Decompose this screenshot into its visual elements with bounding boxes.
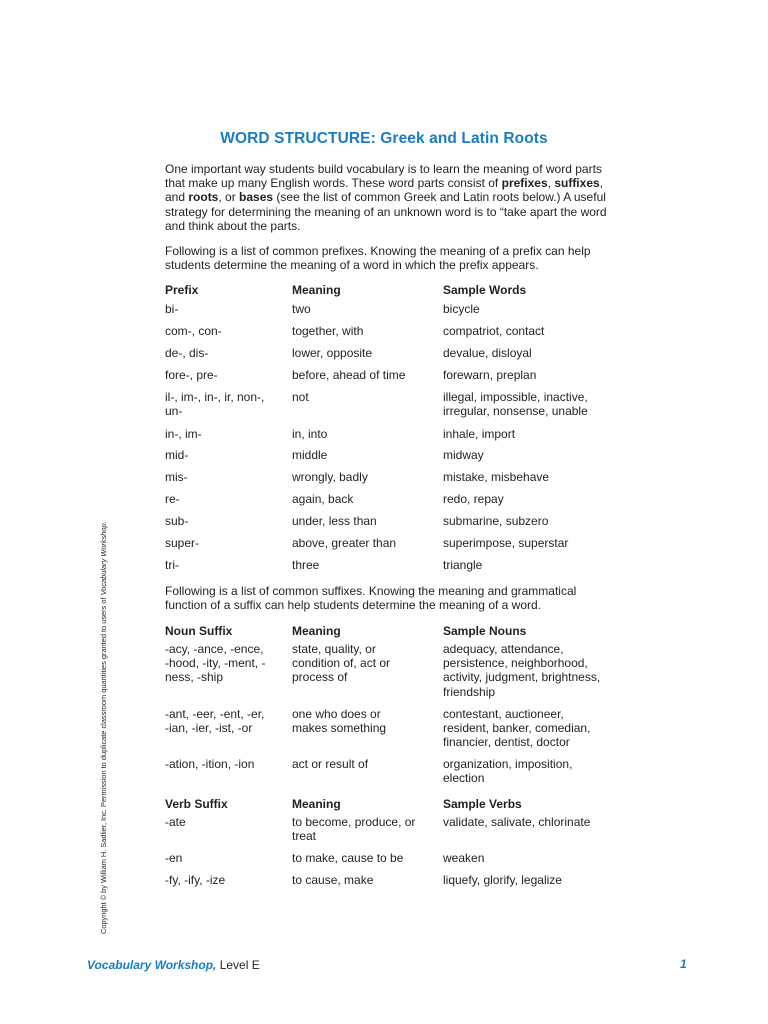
prefix-cell: mis- xyxy=(165,470,188,484)
intro-text-3: , and xyxy=(165,176,604,205)
prefix-cell: sub- xyxy=(165,514,189,528)
sample-cell: illegal, impossible, inactive, irregular, nonsense, unable xyxy=(443,390,588,419)
prefix-cell: tri- xyxy=(165,558,179,572)
meaning-cell: one who does or makes something xyxy=(292,707,387,736)
copyright-text: Copyright © by William H. Sadlier, Inc. Permission to duplicate classroom quantities granted to users of xyxy=(99,595,108,934)
meaning-cell: lower, opposite xyxy=(292,346,373,360)
prefix-intro: Following is a list of common prefixes. Knowing the meaning of a prefix can help students determine the meaning of a word in which the prefix appears. xyxy=(165,244,591,273)
copyright-italic: Vocabulary Workshop. xyxy=(99,521,108,596)
footer-level: Level E xyxy=(216,958,260,972)
meaning-cell: two xyxy=(292,302,311,316)
meaning-cell: together, with xyxy=(292,324,364,338)
sample-cell: triangle xyxy=(443,558,483,572)
prefix-cell: com-, con- xyxy=(165,324,222,338)
footer-title xyxy=(87,958,260,972)
sample-cell: devalue, disloyal xyxy=(443,346,532,360)
suffix-cell: -acy, -ance, -ence, -hood, -ity, -ment, -ness, -ship xyxy=(165,642,266,685)
intro-text-5: (see the list of common Greek and Latin roots below.) A useful strategy for determining the meaning of an unknown word is to “take apart the word and think about the parts. xyxy=(165,190,607,233)
suffix-cell: -en xyxy=(165,851,183,865)
sample-cell: liquefy, glorify, legalize xyxy=(443,873,562,887)
footer-series: Vocabulary Workshop, xyxy=(87,958,217,972)
meaning-cell: above, greater than xyxy=(292,536,397,550)
meaning-cell: again, back xyxy=(292,492,354,506)
prefix-cell: bi- xyxy=(165,302,179,316)
sample-cell: compatriot, contact xyxy=(443,324,545,338)
meaning-cell: to become, produce, or treat xyxy=(292,815,416,844)
page-number: 1 xyxy=(680,957,687,971)
header-cell: Noun Suffix xyxy=(165,624,233,638)
meaning-cell: middle xyxy=(292,448,328,462)
term-roots: roots xyxy=(188,190,219,205)
sample-cell: contestant, auctioneer, resident, banker, comedian, financier, dentist, doctor xyxy=(443,707,591,750)
sample-cell: weaken xyxy=(443,851,485,865)
header-cell: Sample Verbs xyxy=(443,797,522,811)
term-suffixes: suffixes xyxy=(554,176,600,191)
intro-paragraph xyxy=(165,162,617,233)
suffix-intro: Following is a list of common suffixes. Knowing the meaning and grammatical function of a suffix can help students determine the meaning of a word. xyxy=(165,584,577,613)
copyright-note xyxy=(99,414,109,934)
suffix-cell: -ant, -eer, -ent, -er, -ian, -ier, -ist, -or xyxy=(165,707,265,736)
meaning-cell: to make, cause to be xyxy=(292,851,404,865)
meaning-cell: to cause, make xyxy=(292,873,374,887)
prefix-cell: fore-, pre- xyxy=(165,368,218,382)
header-cell: Prefix xyxy=(165,283,199,297)
suffix-cell: -fy, -ify, -ize xyxy=(165,873,226,887)
suffix-cell: -ation, -ition, -ion xyxy=(165,757,255,771)
suffix-cell: -ate xyxy=(165,815,186,829)
sample-cell: organization, imposition, election xyxy=(443,757,573,786)
prefix-cell: re- xyxy=(165,492,180,506)
meaning-cell: act or result of xyxy=(292,757,369,771)
meaning-cell: before, ahead of time xyxy=(292,368,406,382)
prefix-cell: super- xyxy=(165,536,200,550)
meaning-cell: wrongly, badly xyxy=(292,470,368,484)
header-cell: Meaning xyxy=(292,624,341,638)
prefix-cell: il-, im-, in-, ir, non-, un- xyxy=(165,390,265,419)
intro-text-4: , or xyxy=(218,190,240,205)
sample-cell: midway xyxy=(443,448,484,462)
header-cell: Sample Nouns xyxy=(443,624,527,638)
sample-cell: bicycle xyxy=(443,302,480,316)
sample-cell: submarine, subzero xyxy=(443,514,549,528)
meaning-cell: in, into xyxy=(292,427,328,441)
header-cell: Meaning xyxy=(292,283,341,297)
header-cell: Verb Suffix xyxy=(165,797,228,811)
header-cell: Sample Words xyxy=(443,283,527,297)
header-cell: Meaning xyxy=(292,797,341,811)
meaning-cell: three xyxy=(292,558,320,572)
sample-cell: redo, repay xyxy=(443,492,504,506)
page-title: WORD STRUCTURE: Greek and Latin Roots xyxy=(220,130,548,147)
sample-cell: superimpose, superstar xyxy=(443,536,569,550)
sample-cell: validate, salivate, chlorinate xyxy=(443,815,591,829)
intro-text-1: One important way students build vocabulary is to learn the meaning of word parts that make up many English words. These word parts consist of xyxy=(165,162,602,191)
sample-cell: forewarn, preplan xyxy=(443,368,537,382)
term-bases: bases xyxy=(239,190,274,205)
meaning-cell: state, quality, or condition of, act or process of xyxy=(292,642,391,685)
meaning-cell: under, less than xyxy=(292,514,377,528)
sample-cell: inhale, import xyxy=(443,427,516,441)
intro-text-2: , xyxy=(547,176,555,191)
sample-cell: mistake, misbehave xyxy=(443,470,550,484)
prefix-cell: in-, im- xyxy=(165,427,202,441)
prefix-cell: mid- xyxy=(165,448,189,462)
meaning-cell: not xyxy=(292,390,309,404)
prefix-cell: de-, dis- xyxy=(165,346,209,360)
term-prefixes: prefixes xyxy=(501,176,548,191)
sample-cell: adequacy, attendance, persistence, neighborhood, activity, judgment, brightness, friendship xyxy=(443,642,601,699)
